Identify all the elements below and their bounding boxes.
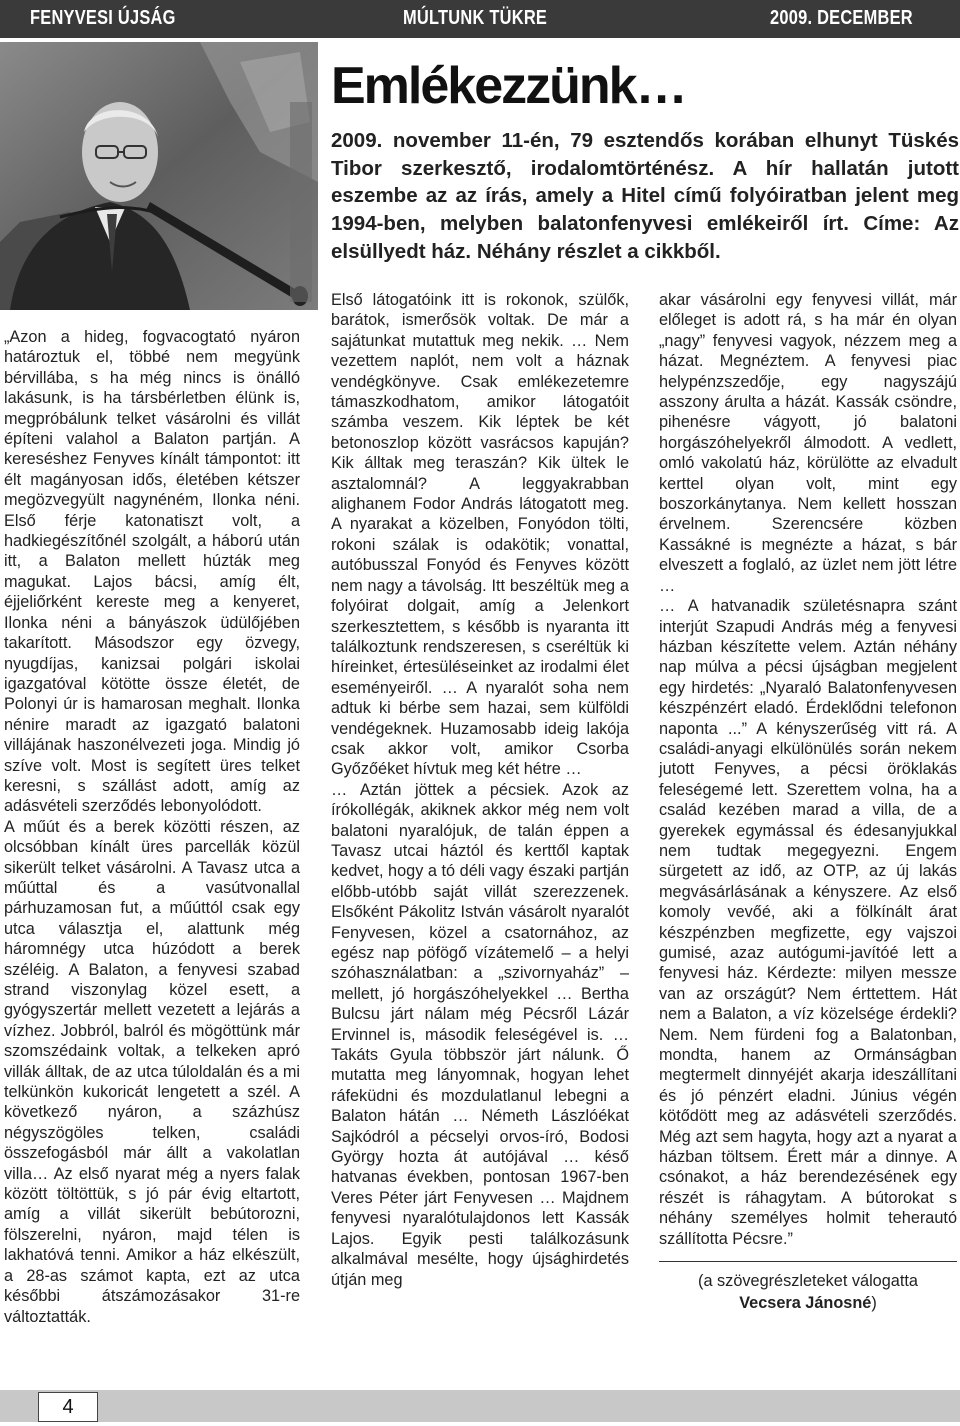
credit-close: ) [871, 1294, 877, 1313]
paragraph: A műút és a berek közötti részen, az olcsóbban kínált üres parcellák közül sikerült telket vásárolni. A Tavasz utca a műúttal és a vasútvonallal párhuzamosan fut, a műúttól csak egy utca választja el, alattunk még háromnégy utca húzódott a berek széléig. A Balaton, a fenyvesi szabad strand viszonylag közel esett, a gyógyszertár mellett vezetett a lejárás a vízhez. Jobbról, balról és mögöttünk már szomszédaink voltak, a telkeken apró villák álltak, de az utca túloldalán és a mi telkünkön kukoricát lengetett a szél. A következő nyáron, a százhúsz négyszögöles telken, családi összefogásból már állt a vakolatlan villa… Az első nyarat még a nyers falak között töltöttük, s jó pár évig eltartott, amíg a villát sikerült bebútorozni, fölszerelni, nyáron, majd télen is lakhatóvá tenni. Amikor a ház elkészült, a 28-as számot kapta, ezt az utca későbbi átszámozásakor 31-re változtatták. [4, 817, 300, 1326]
issue-date: 2009. DECEMBER [770, 7, 913, 29]
text-column-3 [659, 290, 957, 1314]
section-name: MÚLTUNK TÜKRE [403, 7, 548, 29]
paragraph: akar vásárolni egy fenyvesi villát, már előleget is adott rá, s ha már én olyan „nagy” fenyvesi vagyok, nézzem meg a házat. Megnéztem. A fenyvesi piac helypénzszedője, egy nagyszájú asszony árulta a házát. Kassák csöndre, pihenésre vágyott, jó balatoni horgászóhelyekről álmodott. A vedlett, omló vakolatú ház, körülötte az elvadult kerttel olyan volt, mint egy boszorkánytanya. Nem kellett hosszan érvelnem. Szerencsére közben Kassákné is megnézte a házat, s bár elveszett a foglaló, az üzlet nem jött létre … [659, 291, 957, 595]
footer-bar [0, 1390, 960, 1422]
credit-author: Vecsera Jánosné [739, 1294, 872, 1313]
article-lead: 2009. november 11-én, 79 esztendős korában elhunyt Tüskés Tibor szerkesztő, irodalomtörténész. A hír hallatán jutott eszembe az az írás, amely a Hitel című folyóiratban jelent meg 1994-ben, melyben balatonfenyvesi emlékeiről írt. Címe: Az elsüllyedt ház. Néhány részlet a cikkből. [331, 129, 959, 263]
selection-credit [659, 1270, 957, 1314]
article-title: Emlékezzünk… [331, 57, 686, 115]
paragraph: … A hatvanadik születésnapra szánt interjút Szapudi András még a fenyvesi házban készítette velem. Aztán néhány nap múlva a pécsi újságban megjelent egy hirdetés: „Nyaraló Balatonfenyvesen készpénzért eladó. Érdeklődni telefonon naponta ...” A kényszerűség vitt rá. A családi-anyagi elkülönülés során nekem jutott Fenyves, a pécsi öröklakás feleségemé lett. Szerettem volna, ha a család kezében marad a villa, de a gyerekek egymással és édesanyjukkal nem tudtak megegyezni. Engem sürgetett az idő, az OTP, az új lakás megvásárlásának a kényszere. Az első komoly vevőé, aki a fölkínált árat készpénzben megfizette, egy vajszoi gumisé, azaz autógumi-javítóé lett a fenyvesi ház. Kérdezte: milyen messze van az országút? Nem érttettem. Hát nem a Balaton, a víz közelsége érdekli? Nem. Nem fürdeni fog a Balatonban, mondta, hanem az Ormánságban megtermelt dinnyéjét akarja ideszállítani és jó pénzért eladni. Június végén kötődött meg az adásvételi szerződés. Még azt sem hagyta, hogy azt a nyarat a házban töltsem. Érett már a dinnye. A csónakot, a ház berendezésének egy részét is ráhagytam. A bútorokat s néhány személyes holmit teherautó szállította Pécsre.” [659, 597, 957, 1248]
divider-line [659, 1261, 957, 1262]
credit-text: (a szövegrészleteket válogatta [698, 1272, 918, 1291]
paragraph: … Aztán jöttek a pécsiek. Azok az írókollégák, akiknek akkor még nem volt balatoni nyaralójuk, de talán éppen a Tavasz utcai háztól és kerttől kaptak kedvet, hogy a tó déli vagy északi partján előbb-utóbb saját villát szerezzenek. Elsőként Pákolitz István vásárolt nyaralót Fenyvesen, közel a csatornához, az egész nap pöfögő vízátemelő – a helyi szóhasználatban: a „szivornyaház” – mellett, jó horgászóhelyekkel … Bertha Bulcsu járt nálam még Pécsről Lázár Ervinnel is, második feleségével is. … Takáts Gyula többször járt nálunk. Ő mutatta meg lányomnak, hogyan lehet ráfeküdni és mozdulatlanul lebegni a Balaton hátán … Németh Lászlóékat Sajkódról a pécselyi orvos-író, Bodosi György hozta át autójával … késő hatvanas években, pontosan 1967-ben Veres Péter járt Fenyvesen … Majdnem fenyvesi nyaralótulajdonos lett Kassák Lajos. Egyik pesti találkozásunk alkalmával mesélte, hogy újsághirdetés útján meg [331, 780, 629, 1289]
portrait-photo [0, 42, 318, 310]
masthead-bar [0, 0, 960, 38]
portrait-photo-image [0, 42, 318, 310]
text-column-2 [331, 290, 629, 1290]
text-column-1 [4, 327, 300, 1327]
paragraph: Első látogatóink itt is rokonok, szülők, barátok, ismerősök voltak. De már a sajátunkat mutattuk meg nekik. … Nem vezettem naplót, nem volt a háznak vendégkönyve. Csak emlékezetemre támaszkodhatom, amikor látogatóit számba veszem. Kik léptek be két betonoszlop között vasrácsos kapuján? Kik álltak meg teraszán? Kik ültek le asztalomnál? A leggyakrabban alighanem Fodor András látogatott meg. A nyarakat a közelben, Fonyódon tölti, rokoni szálak is odakötik; vonattal, autóbusszal Fonyód és Fenyves között nem nagy a távolság. Itt beszéltük meg a folyóirat dolgait, amíg a Jelenkort szerkesztettem, s később is nyaranta itt találkoztunk rendszeresen, s cseréltük ki híreinket, értesüléseinket az irodalmi élet eseményeiről. … A nyaralót soha nem adtuk ki bérbe sem hazai, sem külföldi vendégeknek. Huzamosabb ideig lakója csak akkor volt, amikor Csorba Győzőéket hívtuk meg két hétre … [331, 291, 629, 779]
paragraph: „Azon a hideg, fogvacogtató nyáron határoztuk el, többé nem megyünk bérvillába, s ha még nincs is önálló lakásunk, is ha társbérletben élünk is, megpróbálunk telket vásárolni és villát építeni valahol a Balaton partján. A kereséshez Fenyves kínált támpontot: itt élt magányosan idős, életében kétszer megözvegyült nagynéném, Ilonka néni. Első férje katonatiszt volt, a hadkiegészítőnél szolgált, a háború után itt, a Balaton mellett húzták meg magukat. Lajos bácsi, amíg élt, éjjeliőrként kereste meg a kenyeret, Ilonka néni a bányászok üdülőjében takarított. Másodszor egy özvegy, nyugdíjas, kanizsai polgári iskolai igazgatóval kötötte össze életét, de Polonyi úr is hamarosan meghalt. Ilonka nénire maradt az igazgató balatoni villájának haszonélvezeti joga. Mindig jó szíve volt. Most is segített üres telket keresni, s szállást adott, amíg az adásvételi szerződés lebonyolódott. [4, 328, 300, 816]
publication-name: FENYVESI ÚJSÁG [30, 7, 176, 29]
page-number: 4 [38, 1392, 98, 1422]
